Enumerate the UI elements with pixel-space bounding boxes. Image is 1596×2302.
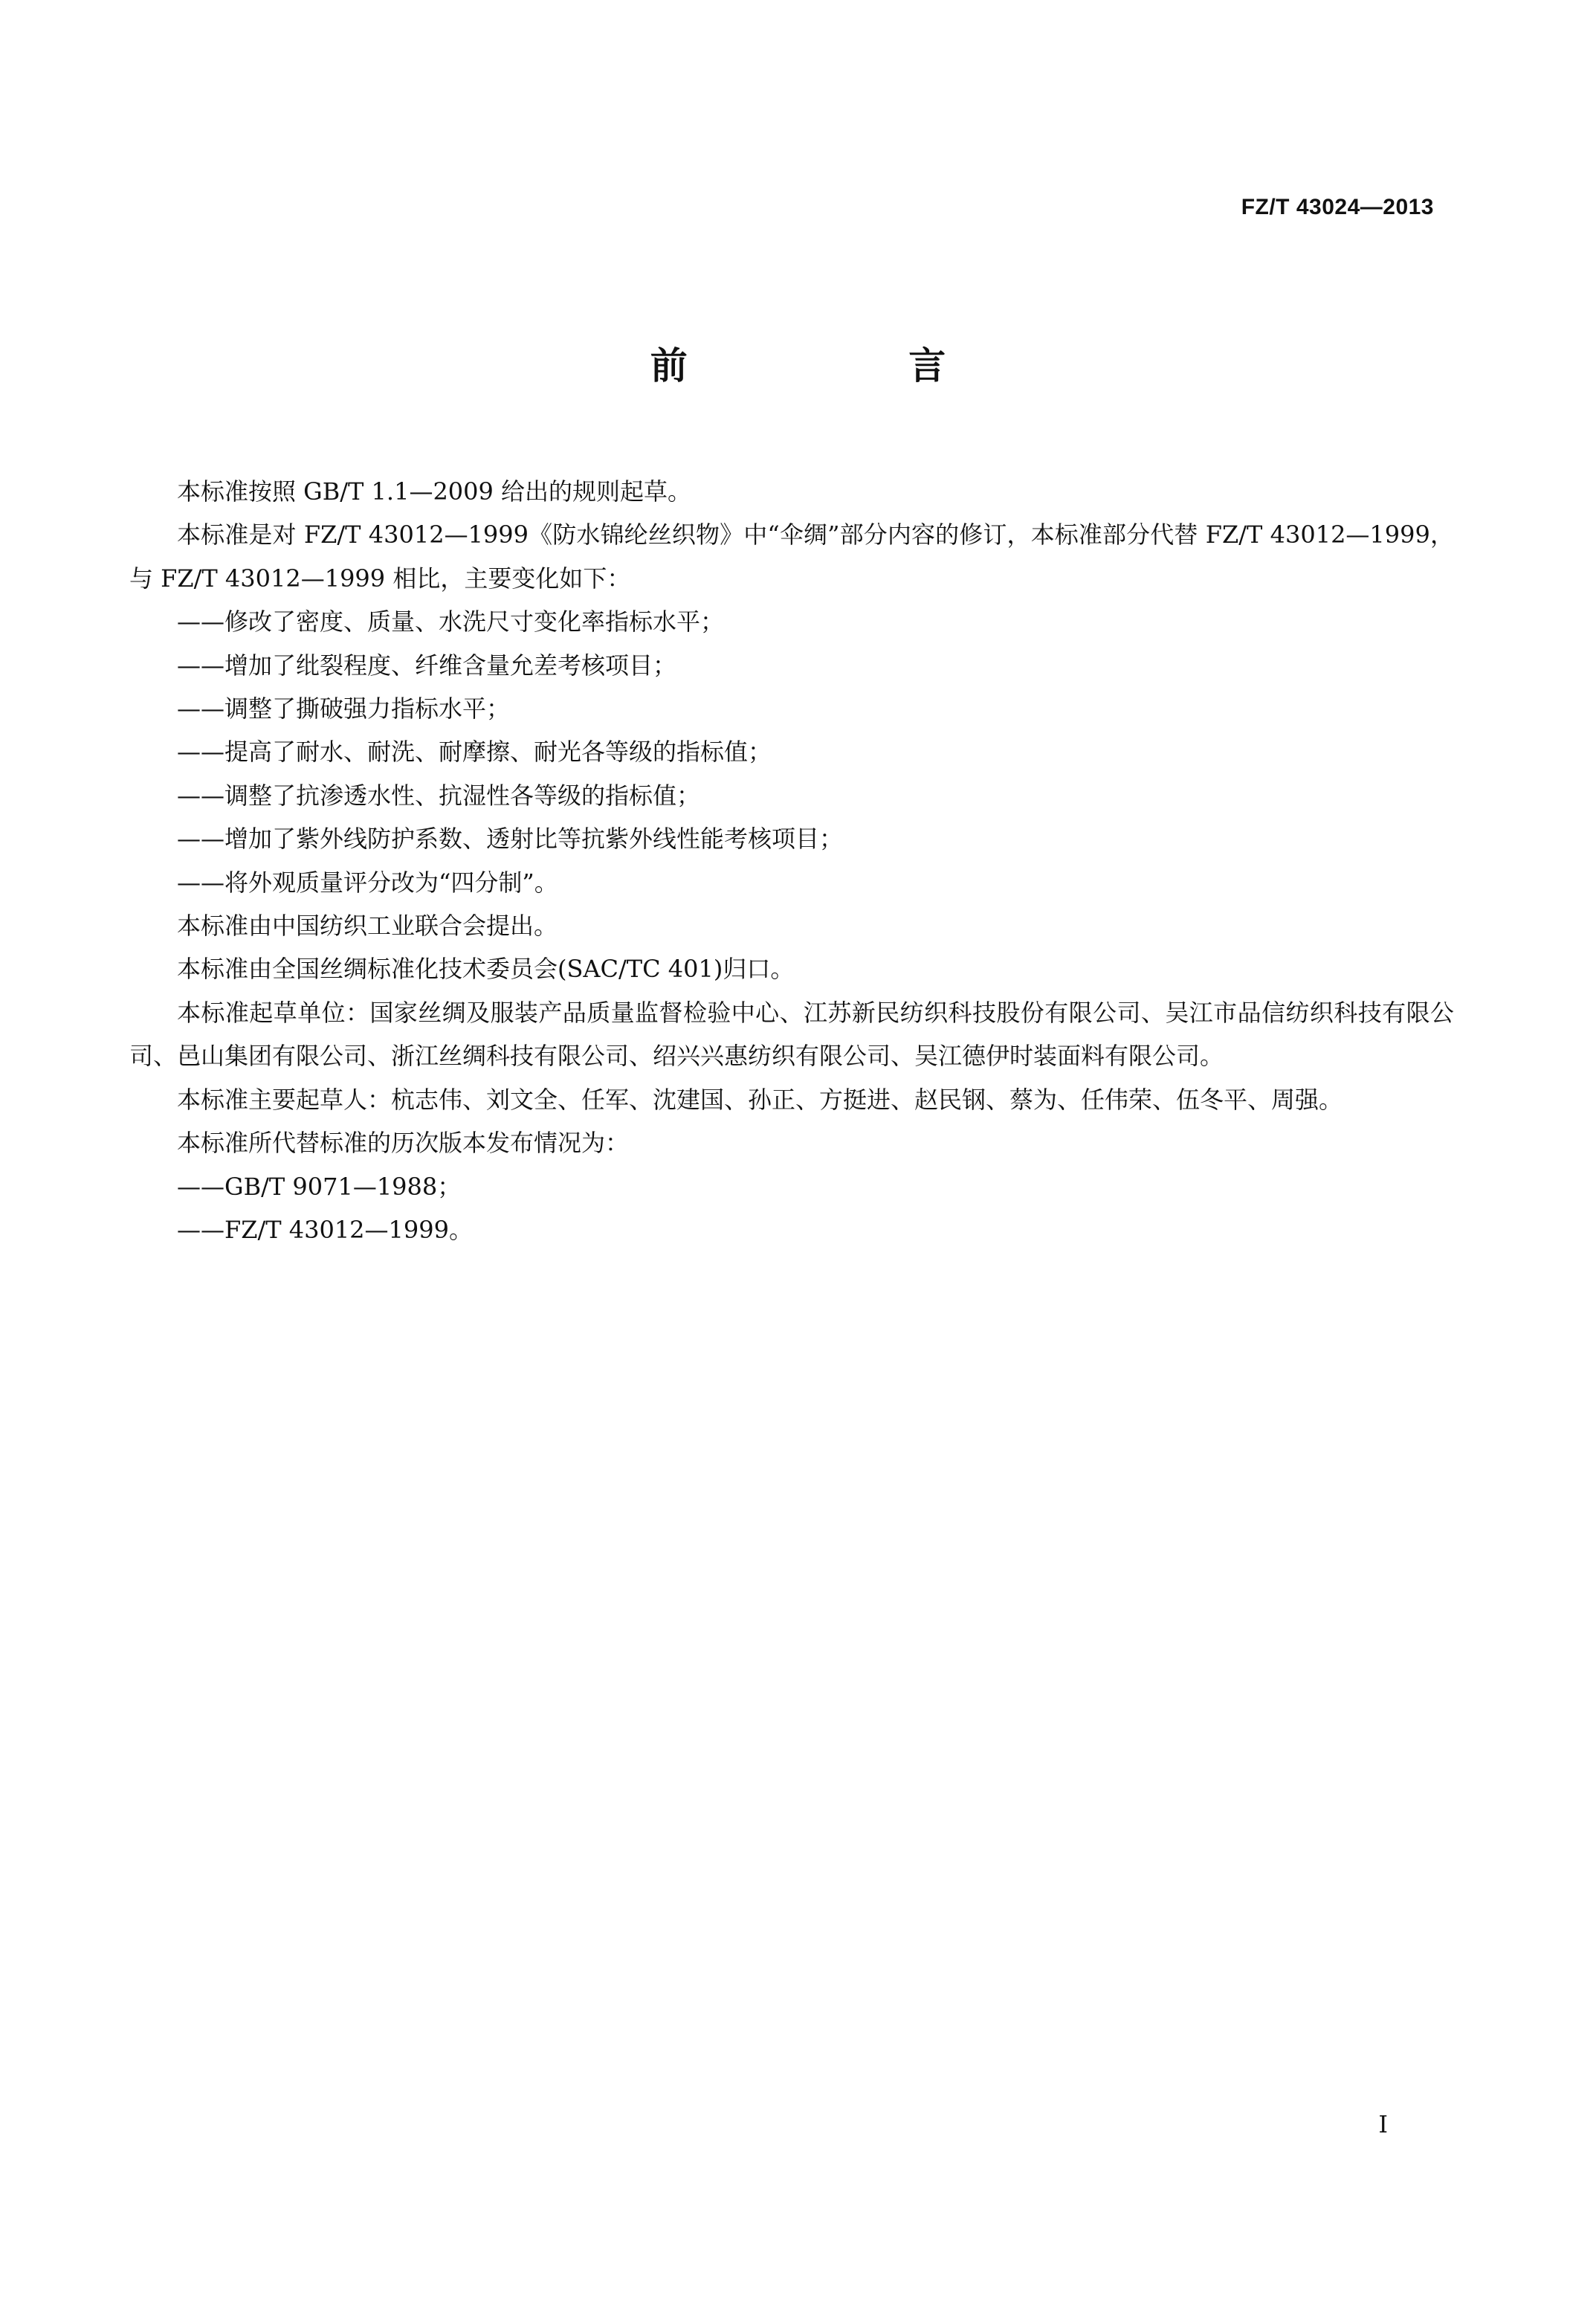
change-item: ——调整了抗渗透水性、抗湿性各等级的指标值； <box>177 781 701 810</box>
change-item: ——提高了耐水、耐洗、耐摩擦、耐光各等级的指标值； <box>177 738 772 767</box>
version-history-list <box>129 1165 1454 1252</box>
change-item: ——增加了纰裂程度、纤维含量允差考核项目； <box>177 651 677 680</box>
document-code: FZ/T 43024—2013 <box>1241 195 1434 219</box>
change-item: ——将外观质量评分改为“四分制”。 <box>177 868 558 897</box>
change-item: ——调整了撕破强力指标水平； <box>177 694 511 723</box>
history-item: ——GB/T 9071—1988； <box>177 1172 462 1201</box>
foreword-body <box>129 470 1454 1251</box>
paragraph-revision-statement: 本标准是对 FZ/T 43012—1999《防水锦纶丝织物》中“伞绸”部分内容的修订，本标准部分代替 FZ/T 43012—1999，与 FZ/T 43012—1999 相比，主要变化如下： <box>129 520 1454 593</box>
page-title: 前 言 <box>650 344 1050 387</box>
paragraph-drafting-units: 本标准起草单位：国家丝绸及服装产品质量监督检验中心、江苏新民纺织科技股份有限公司、吴江市品信纺织科技有限公司、邑山集团有限公司、浙江丝绸科技有限公司、绍兴兴惠纺织有限公司、吴江德伊时装面料有限公司。 <box>129 998 1454 1071</box>
paragraph-technical-committee: 本标准由全国丝绸标准化技术委员会(SAC/TC 401)归口。 <box>177 955 795 984</box>
paragraph-proposer: 本标准由中国纺织工业联合会提出。 <box>177 912 558 941</box>
paragraph-drafters: 本标准主要起草人：杭志伟、刘文全、任军、沈建国、孙正、方挺进、赵民钢、蔡为、任伟荣、伍冬平、周强。 <box>177 1085 1343 1114</box>
paragraph-drafting-rules: 本标准按照 GB/T 1.1—2009 给出的规则起草。 <box>177 477 692 506</box>
changes-list <box>129 600 1454 904</box>
change-item: ——修改了密度、质量、水洗尺寸变化率指标水平； <box>177 607 725 636</box>
page-number: I <box>1378 2110 1388 2138</box>
change-item: ——增加了紫外线防护系数、透射比等抗紫外线性能考核项目； <box>177 825 844 854</box>
history-item: ——FZ/T 43012—1999。 <box>177 1215 473 1244</box>
paragraph-version-history-intro: 本标准所代替标准的历次版本发布情况为： <box>177 1129 630 1158</box>
